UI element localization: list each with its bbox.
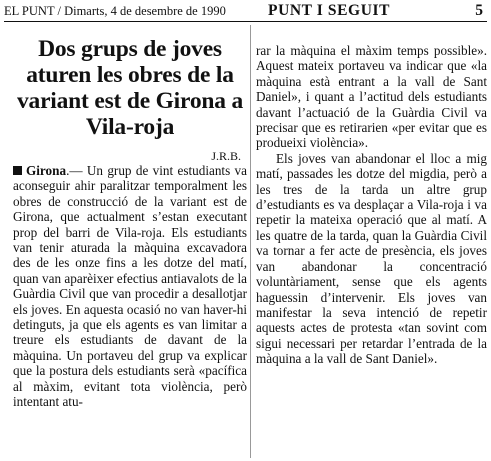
newspaper-date-line: EL PUNT / Dimarts, 4 de desembre de 1990: [4, 4, 226, 18]
article-byline: J.R.B.: [211, 149, 241, 163]
article-right-column: [256, 43, 487, 367]
section-title: PUNT I SEGUIT: [268, 2, 391, 19]
page-number: 5: [475, 2, 483, 19]
column-divider: [250, 25, 251, 458]
bullet-square-icon: [13, 166, 22, 175]
article-paragraph-2: Els joves van abandonar el lloc a mig matí, passades les dotze del migdia, però a les tres de la tarda un altre grup d’estudiants es va desplaçar a Vila-roja i va repetir la mateixa operació que al matí. A les quatre de la tarda, quan la Guàrdia Civil va tornar a fer acte de presència, els joves van abandonar la concentració voluntàriament, sense que els agents haguessin d’intervenir. Els joves van manifestar la seva intenció de repetir aquests actes de protesta «tan sovint com sigui necessari per retardar l’entrada de la màquina a la vall de Sant Daniel».: [256, 150, 487, 367]
article-paragraph-1: [13, 163, 247, 410]
dateline-dash: .—: [66, 163, 87, 178]
dateline-location: Girona: [26, 163, 67, 178]
article-paragraph-1-continued: rar la màquina el màxim temps possible». Aquest mateix portaveu va indicar que «la màquina està entrant a la vall de Sant Daniel», i quant a l’actitud dels estudiants davant l’actuació de la Guàrdia Civil va precisar que es retirarien «per evitar que es produeixi violència».: [256, 43, 487, 151]
article-headline: Dos grups de joves aturen les obres de la variant est de Girona a Vila-roja: [16, 36, 244, 140]
paragraph-1-text: Un grup de vint estudiants va aconseguir ahir paralitzar temporalment les obres de construcció de la variant est de Girona, que actualment s’estan executant prop del barri de Vila-roja. Els estudiants van tenir aturada la màquina excavadora des de les onze fins a les dotze del matí, quan van aparèixer efectius antiavalots de la Guàrdia Civil que van procedir a desallotjar els joves. En aquesta ocasió no van haver-hi detinguts, ja que els agents es van limitar a treure els estudiants de davant de la màquina. Un portaveu del grup va explicar que la postura dels estudiants serà «pacífica al màxim, evitant tota violència, però intentant atu-: [13, 163, 248, 410]
page-header: [4, 4, 487, 22]
article-left-column: [13, 36, 247, 410]
